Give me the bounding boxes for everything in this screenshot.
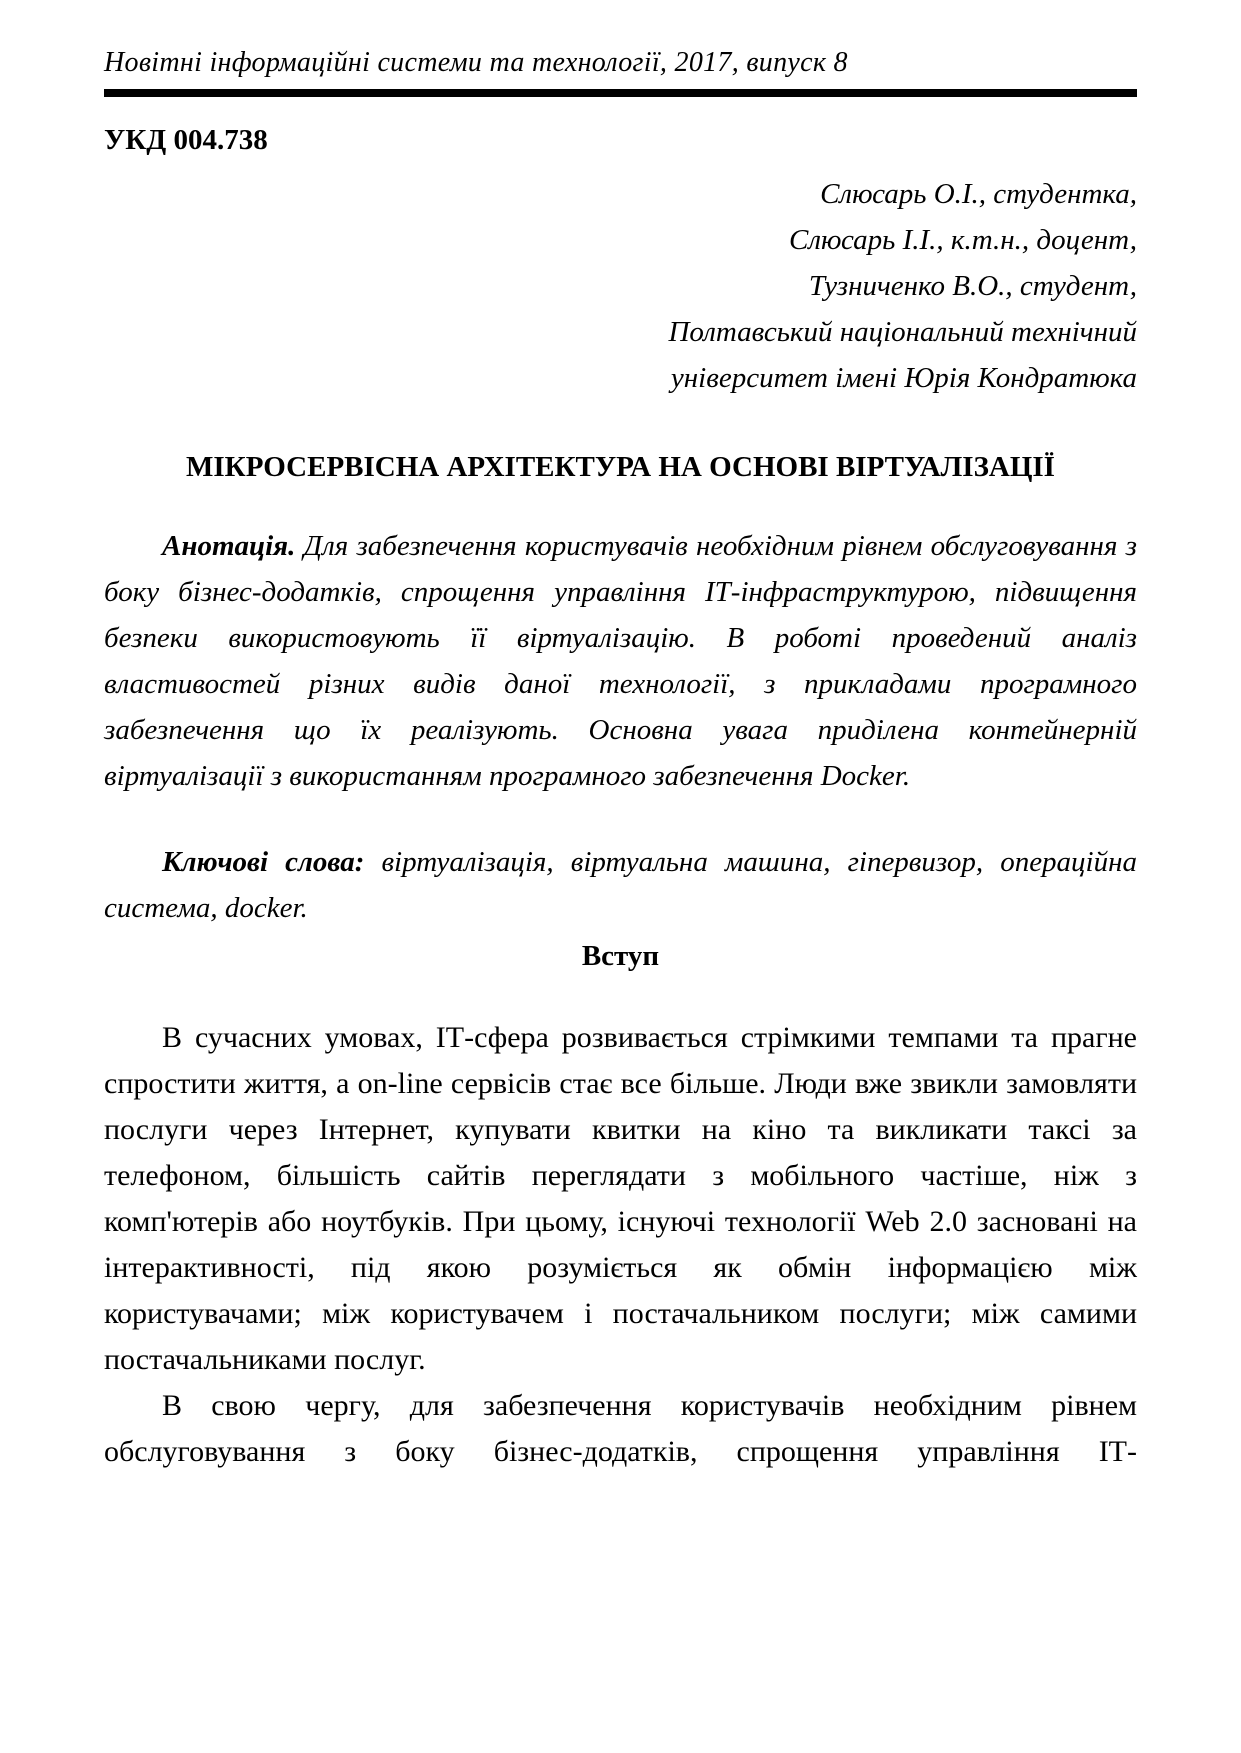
- body-paragraph: В свою чергу, для забезпечення користувачів необхідним рівнем обслуговування з боку бізнес-додатків, спрощення управління ІТ-: [104, 1389, 1137, 1468]
- section-heading-vstup: Вступ: [581, 940, 660, 972]
- author-block: [104, 171, 1137, 401]
- paper-title: МІКРОСЕРВІСНА АРХІТЕКТУРА НА ОСНОВІ ВІРТУАЛІЗАЦІЇ: [186, 451, 1055, 483]
- abstract-paragraph: [104, 523, 1137, 799]
- keywords-label: Ключові слова:: [162, 846, 365, 878]
- author-line: Тузниченко В.О., студент,: [808, 270, 1137, 302]
- author-line: Слюсарь О.І., студентка,: [820, 178, 1137, 210]
- affiliation-line: університет імені Юрія Кондратюка: [670, 362, 1137, 394]
- udc-code: УКД 004.738: [104, 124, 268, 156]
- keywords-text: віртуалізація, віртуальна машина, гіпервизор, операційна система, docker.: [104, 846, 1138, 924]
- keywords-paragraph: [104, 839, 1137, 931]
- abstract-label: Анотація.: [162, 530, 296, 562]
- body-paragraph: В сучасних умовах, ІТ-сфера розвивається стрімкими темпами та прагне спростити життя, а on-line сервісів стає все більше. Люди вже звикли замовляти послуги через Інтернет, купувати квитки на кіно та викликати таксі за телефоном, більшість сайтів переглядати з мобільного частіше, ніж з комп'ютерів або ноутбуків. При цьому, існуючі технології Web 2.0 засновані на інтерактивності, під якою розуміється як обмін інформацією між користувачами; між користувачем і постачальником послуги; між самими постачальниками послуг.: [104, 1021, 1137, 1376]
- header-rule-divider: [104, 89, 1137, 97]
- author-line: Слюсарь І.І., к.т.н., доцент,: [789, 224, 1137, 256]
- abstract-text: Для забезпечення користувачів необхідним рівнем обслуговування з боку бізнес-додатків, спрощення управління ІТ-інфраструктурою, підвищення безпеки використовують її віртуалізацію. В роботі проведений аналіз властивостей різних видів даної технології, з прикладами програмного забезпечення що їх реалізують. Основна увага приділена контейнерній віртуалізації з використанням програмного забезпечення Docker.: [104, 530, 1137, 792]
- journal-header: Новітні інформаційні системи та технології, 2017, випуск 8: [104, 47, 848, 78]
- affiliation-line: Полтавський національний технічний: [668, 316, 1137, 348]
